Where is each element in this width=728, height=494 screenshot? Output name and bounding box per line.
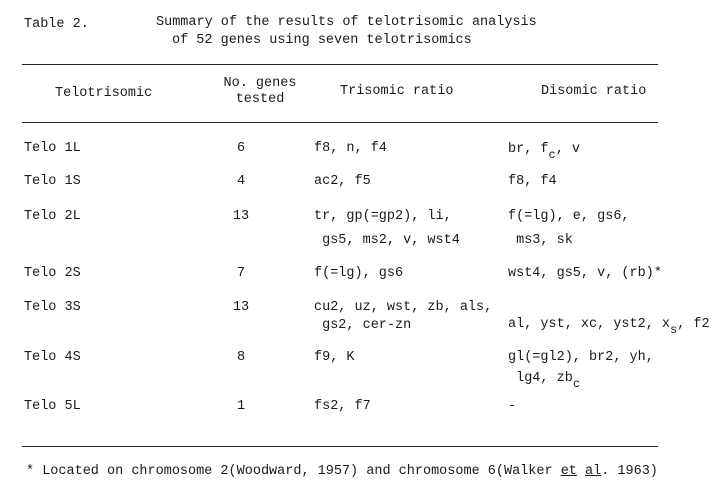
disomic-subscript: c (572, 377, 581, 391)
bottom-rule (22, 446, 658, 447)
disomic-text: , f2 (677, 317, 710, 332)
row-disomic-ratio: - (508, 399, 517, 414)
row-trisomic-ratio-cont: gs2, cer-zn (314, 318, 412, 333)
disomic-text: lg4, zb (508, 371, 573, 386)
row-genes-count: 13 (232, 300, 250, 315)
row-disomic-ratio (508, 313, 710, 336)
row-telo-label: Telo 2L (24, 209, 81, 224)
row-disomic-ratio-cont: ms3, sk (508, 233, 573, 248)
row-genes-count: 13 (232, 209, 250, 224)
header-genes-line-2: tested (235, 92, 285, 107)
table-caption (156, 14, 576, 50)
header-telotrisomic: Telotrisomic (55, 86, 153, 101)
caption-line-2: of 52 genes using seven telotrisomics (172, 33, 472, 48)
row-telo-label: Telo 5L (24, 399, 81, 414)
row-trisomic-ratio: fs2, f7 (314, 399, 371, 414)
row-disomic-ratio: gl(=gl2), br2, yh, (508, 350, 654, 365)
table-label: Table 2. (24, 17, 89, 32)
footnote-text-end: . 1963) (601, 464, 658, 479)
row-trisomic-ratio: cu2, uz, wst, zb, als, (314, 300, 493, 315)
row-trisomic-ratio-cont: gs5, ms2, v, wst4 (314, 233, 460, 248)
row-disomic-ratio (508, 138, 580, 161)
row-disomic-ratio: wst4, gs5, v, (rb)* (508, 266, 662, 281)
row-genes-count: 1 (236, 399, 246, 414)
row-genes-count: 7 (236, 266, 246, 281)
header-genes-tested (222, 76, 298, 108)
row-disomic-ratio: f8, f4 (508, 174, 557, 189)
row-trisomic-ratio: f8, n, f4 (314, 141, 387, 156)
row-genes-count: 6 (236, 141, 246, 156)
row-telo-label: Telo 3S (24, 300, 81, 315)
row-genes-count: 8 (236, 350, 246, 365)
header-genes-line-1: No. genes (223, 76, 297, 91)
footnote-text: * Located on chromosome 2(Woodward, 1957) and chromosome 6(Walker (26, 464, 561, 479)
disomic-subscript: s (670, 323, 678, 337)
top-rule (22, 64, 658, 65)
disomic-text: , v (555, 142, 581, 157)
row-genes-count: 4 (236, 174, 246, 189)
row-telo-label: Telo 2S (24, 266, 81, 281)
header-disomic-ratio: Disomic ratio (541, 84, 647, 99)
row-trisomic-ratio: tr, gp(=gp2), li, (314, 209, 452, 224)
row-telo-label: Telo 1L (24, 141, 81, 156)
row-trisomic-ratio: f(=lg), gs6 (314, 266, 404, 281)
disomic-text: br, f (508, 142, 549, 157)
row-trisomic-ratio: ac2, f5 (314, 174, 371, 189)
header-rule (22, 122, 658, 123)
disomic-text: al, yst, xc, yst2, x (508, 317, 671, 332)
footnote-al: al (585, 464, 602, 479)
footnote-et: et (560, 464, 577, 479)
footnote (26, 464, 658, 479)
caption-line-1: Summary of the results of telotrisomic analysis (156, 15, 537, 30)
header-trisomic-ratio: Trisomic ratio (340, 84, 454, 99)
row-trisomic-ratio: f9, K (314, 350, 355, 365)
row-disomic-ratio: f(=lg), e, gs6, (508, 209, 630, 224)
row-telo-label: Telo 1S (24, 174, 81, 189)
row-telo-label: Telo 4S (24, 350, 81, 365)
disomic-subscript: c (548, 148, 556, 162)
row-disomic-ratio-cont (508, 367, 580, 390)
